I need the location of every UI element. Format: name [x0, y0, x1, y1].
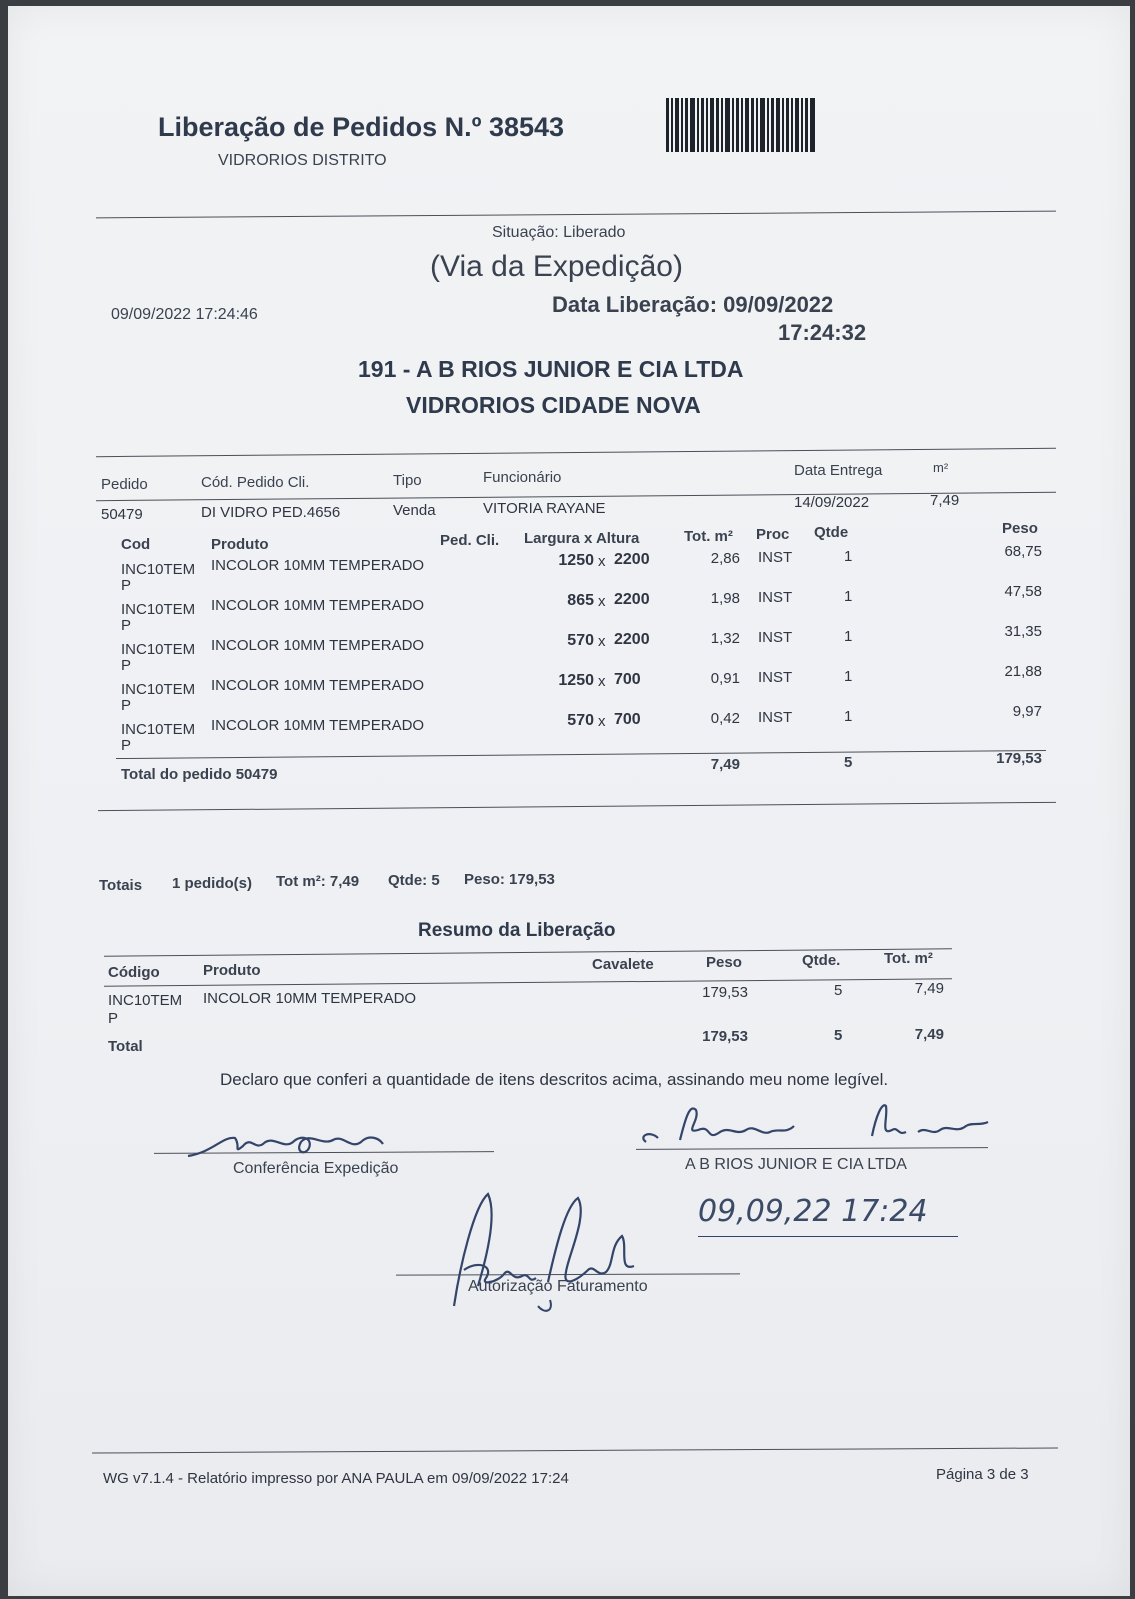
barcode-icon	[666, 98, 842, 152]
item-qtde: 1	[844, 708, 853, 725]
divider	[96, 448, 1056, 457]
item-x: x	[598, 633, 606, 650]
signature-expedicao-icon	[183, 1116, 403, 1162]
item-tot-m2: 0,42	[710, 710, 740, 727]
totals-peso: Peso: 179,53	[464, 871, 555, 888]
divider	[98, 802, 1056, 811]
items-col-proc: Proc	[756, 526, 790, 543]
item-x: x	[598, 553, 606, 570]
items-col-tot-m2: Tot. m²	[684, 528, 733, 545]
summary-total-tot-m2: 7,49	[914, 1026, 944, 1043]
order-tipo: Venda	[393, 502, 436, 519]
item-peso: 47,58	[1004, 583, 1042, 600]
item-altura: 700	[614, 711, 641, 728]
item-cod: INC10TEM	[121, 721, 196, 738]
item-cod: INC10TEM	[121, 641, 196, 658]
item-cod: INC10TEM	[121, 561, 196, 578]
summary-col-tot-m2: Tot. m²	[884, 950, 933, 967]
col-cod-pedido-cli: Cód. Pedido Cli.	[201, 474, 310, 491]
item-qtde: 1	[844, 588, 853, 605]
item-x: x	[598, 713, 606, 730]
company-name: VIDRORIOS DISTRITO	[218, 152, 387, 169]
item-produto: INCOLOR 10MM TEMPERADO	[211, 717, 425, 734]
signature-label-expedicao: Conferência Expedição	[233, 1160, 399, 1177]
col-tipo: Tipo	[393, 472, 422, 489]
item-tot-m2: 0,91	[710, 670, 740, 687]
summary-codigo: INC10TEM	[108, 992, 183, 1009]
summary-col-qtde: Qtde.	[802, 952, 841, 969]
item-tot-m2: 1,32	[710, 630, 740, 647]
divider	[116, 750, 1046, 759]
item-qtde: 1	[844, 668, 853, 685]
client-store: VIDRORIOS CIDADE NOVA	[406, 392, 701, 418]
item-cod-suffix: P	[121, 617, 132, 634]
item-largura: 570	[567, 632, 594, 649]
release-date: Data Liberação: 09/09/2022	[552, 292, 834, 317]
order-total-m2: 7,49	[710, 756, 740, 773]
item-produto: INCOLOR 10MM TEMPERADO	[211, 637, 425, 654]
divider	[104, 978, 952, 986]
item-peso: 31,35	[1004, 623, 1042, 640]
item-qtde: 1	[844, 628, 853, 645]
items-col-largura-altura: Largura x Altura	[524, 530, 640, 547]
item-tot-m2: 2,86	[710, 550, 740, 567]
item-largura: 865	[567, 592, 594, 609]
item-proc: INST	[758, 549, 793, 566]
signature-cliente-icon	[636, 1096, 996, 1152]
order-cod-pedido-cli: DI VIDRO PED.4656	[201, 504, 341, 521]
summary-col-codigo: Código	[108, 964, 160, 981]
order-m2: 7,49	[930, 492, 960, 509]
release-time: 17:24:32	[778, 320, 867, 345]
client-name: 191 - A B RIOS JUNIOR E CIA LTDA	[358, 356, 744, 382]
item-proc: INST	[758, 629, 793, 646]
item-altura: 2200	[614, 551, 650, 568]
summary-total-peso: 179,53	[702, 1028, 748, 1045]
summary-codigo-suffix: P	[108, 1010, 119, 1027]
totals-qtde: Qtde: 5	[388, 872, 440, 889]
divider	[96, 211, 1056, 219]
item-proc: INST	[758, 589, 793, 606]
item-peso: 21,88	[1004, 663, 1042, 680]
item-altura: 700	[614, 671, 641, 688]
signature-label-faturamento: Autorização Faturamento	[468, 1278, 648, 1295]
item-cod: INC10TEM	[121, 601, 196, 618]
item-altura: 2200	[614, 631, 650, 648]
summary-produto: INCOLOR 10MM TEMPERADO	[203, 990, 417, 1007]
item-cod-suffix: P	[121, 737, 132, 754]
summary-col-peso: Peso	[706, 954, 742, 971]
item-largura: 1250	[558, 552, 594, 569]
item-proc: INST	[758, 709, 793, 726]
order-data-entrega: 14/09/2022	[794, 494, 870, 511]
item-produto: INCOLOR 10MM TEMPERADO	[211, 597, 425, 614]
print-datetime: 09/09/2022 17:24:46	[111, 306, 258, 323]
item-produto: INCOLOR 10MM TEMPERADO	[211, 677, 425, 694]
col-data-entrega: Data Entrega	[794, 462, 883, 479]
item-cod-suffix: P	[121, 657, 132, 674]
via-label: (Via da Expedição)	[430, 250, 683, 283]
item-largura: 570	[567, 712, 594, 729]
handwritten-underline	[698, 1236, 958, 1237]
order-total-peso: 179,53	[996, 750, 1042, 767]
item-cod-suffix: P	[121, 697, 132, 714]
order-pedido: 50479	[101, 506, 143, 523]
footer-page-number: Página 3 de 3	[936, 1466, 1029, 1483]
footer-divider	[92, 1447, 1058, 1453]
declaration-text: Declaro que conferi a quantidade de itens descritos acima, assinando meu nome legível.	[220, 1070, 889, 1089]
item-x: x	[598, 673, 606, 690]
item-peso: 68,75	[1004, 543, 1042, 560]
col-m2: m²	[933, 460, 949, 475]
totals-label: Totais	[99, 877, 143, 894]
item-produto: INCOLOR 10MM TEMPERADO	[211, 557, 425, 574]
items-col-cod: Cod	[121, 536, 151, 553]
summary-col-produto: Produto	[203, 962, 261, 979]
items-col-ped-cli: Ped. Cli.	[440, 532, 500, 549]
summary-col-cavalete: Cavalete	[592, 956, 654, 973]
item-qtde: 1	[844, 548, 853, 565]
footer-report-info: WG v7.1.4 - Relatório impresso por ANA PAULA em 09/09/2022 17:24	[103, 1470, 569, 1487]
item-proc: INST	[758, 669, 793, 686]
col-pedido: Pedido	[101, 476, 148, 493]
items-col-qtde: Qtde	[814, 524, 849, 541]
document-title: Liberação de Pedidos N.º 38543	[158, 112, 565, 142]
item-x: x	[598, 593, 606, 610]
order-total-label: Total do pedido 50479	[121, 766, 278, 783]
summary-qtde: 5	[834, 982, 843, 999]
item-peso: 9,97	[1012, 703, 1042, 720]
signature-label-cliente: A B RIOS JUNIOR E CIA LTDA	[685, 1156, 907, 1173]
items-col-peso: Peso	[1002, 520, 1038, 537]
signature-faturamento-icon	[438, 1186, 658, 1326]
items-col-produto: Produto	[211, 536, 269, 553]
order-funcionario: VITORIA RAYANE	[483, 500, 606, 517]
document-page	[8, 6, 1130, 1596]
status-text: Situação: Liberado	[492, 224, 626, 241]
totals-pedidos: 1 pedido(s)	[172, 875, 253, 892]
summary-tot-m2: 7,49	[914, 980, 944, 997]
item-cod-suffix: P	[121, 577, 132, 594]
totals-m2: Tot m²: 7,49	[276, 873, 360, 890]
item-tot-m2: 1,98	[710, 590, 740, 607]
item-altura: 2200	[614, 591, 650, 608]
item-largura: 1250	[558, 672, 594, 689]
item-cod: INC10TEM	[121, 681, 196, 698]
summary-total-qtde: 5	[834, 1027, 843, 1044]
order-total-qtde: 5	[844, 754, 853, 771]
col-funcionario: Funcionário	[483, 469, 562, 486]
summary-title: Resumo da Liberação	[418, 920, 616, 941]
handwritten-date: 09,09,22 17:24	[698, 1194, 928, 1229]
summary-total-label: Total	[108, 1038, 143, 1055]
summary-peso: 179,53	[702, 984, 748, 1001]
